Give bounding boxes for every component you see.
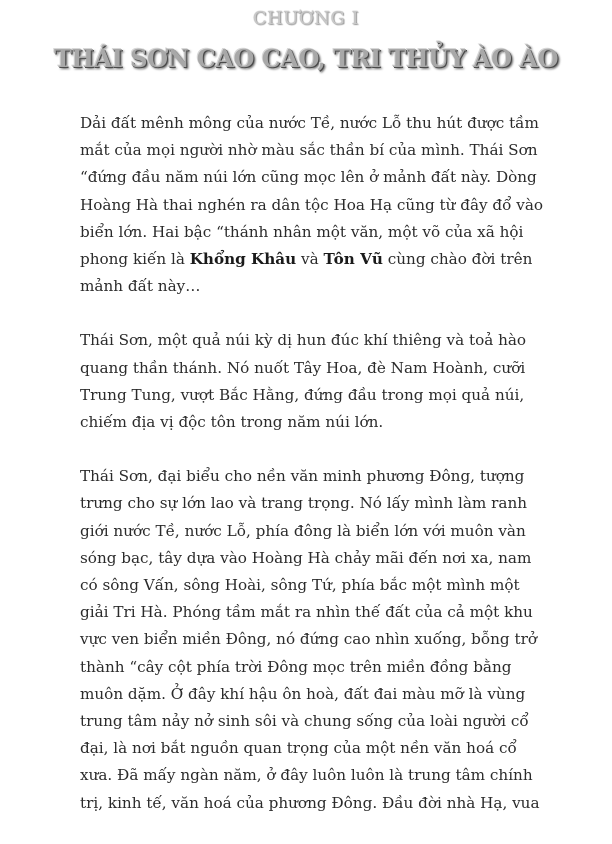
person-name-ton-vu: Tôn Vũ xyxy=(323,250,383,269)
text-line xyxy=(80,273,560,300)
text-span: đại, là nơi bắt nguồn quan trọng của một nền văn hoá cổ xyxy=(80,739,517,758)
text-span: mảnh đất này… xyxy=(80,277,201,296)
text-line xyxy=(80,246,560,273)
text-line xyxy=(80,654,560,681)
text-span: Thái Sơn, một quả núi kỳ dị hun đúc khí thiêng và toả hào xyxy=(80,331,527,350)
text-span: Trung Tung, vượt Bắc Hằng, đứng đầu trong mọi quả núi, xyxy=(80,385,525,404)
chapter-label: CHƯƠNG I xyxy=(252,8,360,29)
text-line xyxy=(80,572,560,599)
text-span: muôn dặm. Ở đây khí hậu ôn hoà, đất đai màu mỡ là vùng xyxy=(80,684,526,703)
text-span: và xyxy=(296,250,324,269)
text-span: biển lớn. Hai bậc “thánh nhân một văn, một võ của xã hội xyxy=(80,222,524,241)
chapter-title: THÁI SƠN CAO CAO, TRI THỦY ÀO ÀO xyxy=(54,44,558,73)
text-span: có sông Vấn, sông Hoài, sông Tứ, phía bắc một mình một xyxy=(80,576,520,595)
text-span: mắt của mọi người nhờ màu sắc thần bí của mình. Thái Sơn xyxy=(80,141,538,160)
text-line xyxy=(80,545,560,572)
paragraph-2 xyxy=(80,327,560,436)
text-line xyxy=(80,137,560,164)
text-span: sóng bạc, tây dựa vào Hoàng Hà chảy mãi đến nơi xa, nam xyxy=(80,548,532,567)
body-text xyxy=(80,110,560,844)
text-line xyxy=(80,790,560,817)
text-span: xưa. Đã mấy ngàn năm, ở đây luôn luôn là trung tâm chính xyxy=(80,766,533,785)
text-line xyxy=(80,626,560,653)
text-span: Thái Sơn, đại biểu cho nền văn minh phương Đông, tượng xyxy=(80,467,525,486)
text-line xyxy=(80,463,560,490)
text-span: Dải đất mênh mông của nước Tề, nước Lỗ thu hút được tầm xyxy=(80,114,539,132)
text-line xyxy=(80,164,560,191)
text-span: giới nước Tề, nước Lỗ, phía đông là biển lớn với muôn vàn xyxy=(80,521,526,540)
text-line xyxy=(80,409,560,436)
text-line xyxy=(80,681,560,708)
text-line xyxy=(80,735,560,762)
text-span: trị, kinh tế, văn hoá của phương Đông. Đầu đời nhà Hạ, vua xyxy=(80,793,540,812)
text-span: giải Tri Hà. Phóng tầm mắt ra nhìn thế đất của cả một khu xyxy=(80,603,533,622)
text-span: vực ven biển miền Đông, nó đứng cao nhìn xuống, bỗng trở xyxy=(80,630,537,649)
text-span: trưng cho sự lớn lao và trang trọng. Nó lấy mình làm ranh xyxy=(80,494,528,513)
text-line xyxy=(80,110,560,137)
person-name-khong-khau: Khổng Khâu xyxy=(189,250,297,269)
text-span: quang thần thánh. Nó nuốt Tây Hoa, đè Nam Hoành, cưỡi xyxy=(80,358,526,377)
text-line xyxy=(80,490,560,517)
text-span: trung tâm nảy nở sinh sôi và chung sống của loài người cổ xyxy=(80,712,529,731)
text-span: thành “cây cột phía trời Đông mọc trên miền đồng bằng xyxy=(80,657,512,676)
text-line xyxy=(80,355,560,382)
text-line xyxy=(80,327,560,354)
text-line xyxy=(80,708,560,735)
text-line xyxy=(80,762,560,789)
text-span: cùng chào đời trên xyxy=(382,250,533,269)
text-span: “đứng đầu năm núi lớn cũng mọc lên ở mảnh đất này. Dòng xyxy=(80,168,537,187)
text-span: Hoàng Hà thai nghén ra dân tộc Hoa Hạ cũng từ đây đổ vào xyxy=(80,195,544,214)
paragraph-3 xyxy=(80,463,560,817)
text-line xyxy=(80,382,560,409)
paragraph-1 xyxy=(80,110,560,300)
text-span: chiếm địa vị độc tôn trong năm núi lớn. xyxy=(80,413,384,432)
text-line xyxy=(80,192,560,219)
text-line xyxy=(80,518,560,545)
text-span: phong kiến là xyxy=(80,250,190,269)
text-line xyxy=(80,599,560,626)
text-line xyxy=(80,219,560,246)
